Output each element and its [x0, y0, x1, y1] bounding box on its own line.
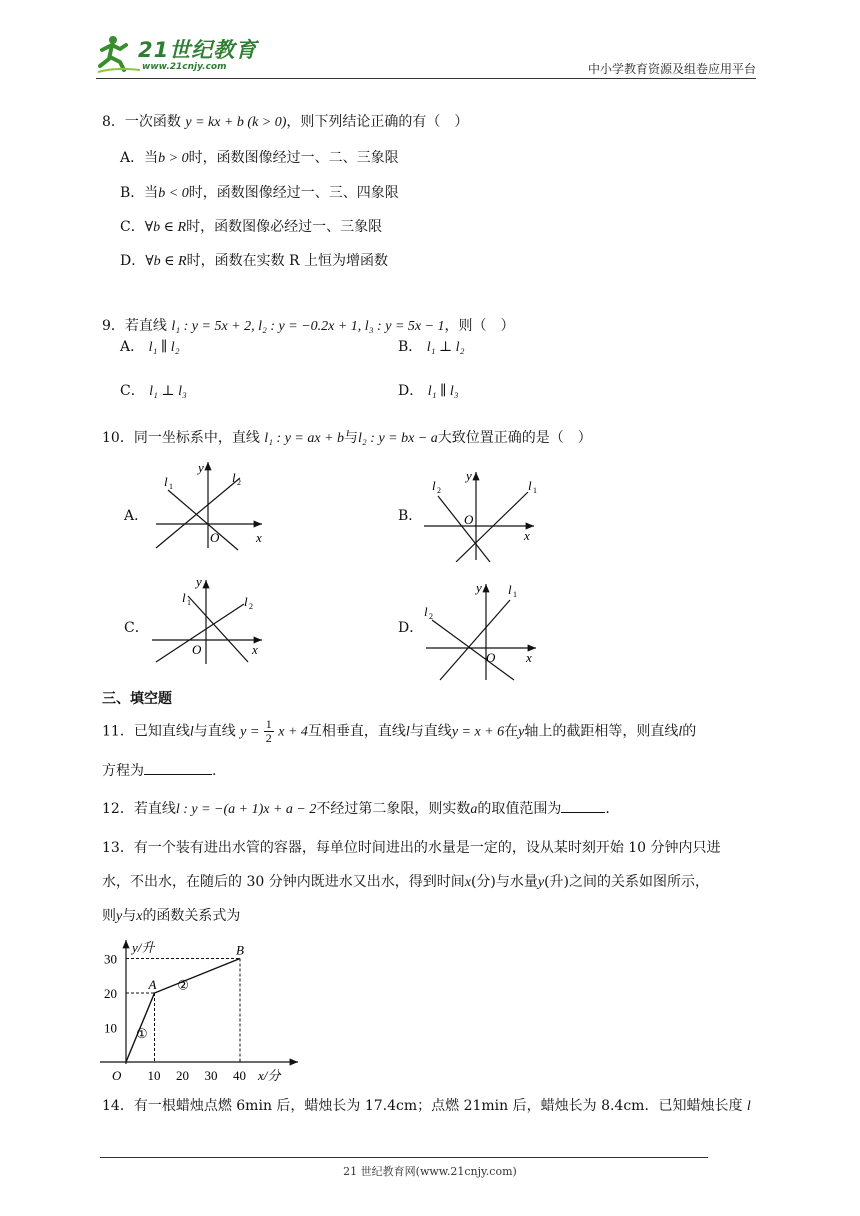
svg-text:1: 1 — [169, 482, 173, 491]
svg-text:l: l — [432, 478, 436, 493]
svg-text:l: l — [508, 582, 512, 597]
logo-text: 21世纪教育 — [138, 38, 258, 62]
svg-text:x: x — [526, 650, 532, 665]
svg-text:l: l — [182, 590, 186, 605]
q11-line2: 方程为 . — [102, 760, 216, 781]
footer-text: 21 世纪教育网(www.21cnjy.com) — [343, 1165, 517, 1178]
y-axis-label: y — [198, 460, 204, 475]
svg-text:y: y — [466, 470, 472, 483]
q10-graph-d — [420, 578, 540, 682]
q10-option-a[interactable]: A． — [124, 508, 149, 524]
q12-answer-blank[interactable] — [561, 798, 605, 813]
q8-stem: 8．一次函数 y = kx + b (k > 0)，则下列结论正确的有（ ） — [102, 114, 469, 130]
x-tick-label: 20 — [176, 1068, 189, 1082]
footer-divider — [100, 1157, 708, 1158]
q8-option-b[interactable]: B．当b < 0时，函数图像经过一、三、四象限 — [120, 185, 399, 201]
q8-option-a[interactable]: A．当b > 0时，函数图像经过一、二、三象限 — [120, 150, 399, 166]
x-tick-label: 30 — [204, 1068, 218, 1082]
svg-text:x: x — [252, 642, 258, 657]
q10-stem: 10．同一坐标系中，直线 l₁ : y = ax + b与l₂ : y = bx − a大致位置正确的是（ ） — [102, 430, 592, 446]
origin-label: O — [112, 1068, 122, 1082]
x-axis-label: x — [256, 530, 262, 545]
svg-text:O: O — [192, 642, 202, 657]
svg-text:1: 1 — [187, 598, 191, 607]
svg-text:2: 2 — [437, 486, 441, 495]
point-b-label: B — [236, 942, 244, 958]
q13-line3: 则y与x的函数关系式为 — [102, 908, 241, 924]
svg-text:l: l — [424, 604, 428, 619]
svg-text:O: O — [486, 650, 496, 665]
header-right-text: 中小学教育资源及组卷应用平台 — [587, 62, 756, 76]
svg-text:l: l — [164, 474, 168, 489]
svg-text:1: 1 — [533, 486, 537, 495]
q13-line1: 13．有一个装有进出水管的容器，每单位时间进出的水量是一定的，设从某时刻开始 10 分钟内只进 — [102, 840, 721, 856]
fraction: $\frac{1}{2}$ — [265, 717, 272, 745]
svg-text:l: l — [244, 594, 248, 609]
y-tick-label: 30 — [104, 951, 117, 967]
x-tick-label: 10 — [147, 1068, 161, 1082]
svg-text:x: x — [524, 528, 530, 543]
svg-text:2: 2 — [249, 602, 253, 611]
series-line — [126, 959, 240, 1063]
q9-option-b[interactable]: B． l₁ ⊥ l₂ — [398, 339, 465, 355]
segment-label-2: ② — [177, 977, 189, 993]
x-tick-label: 40 — [233, 1068, 246, 1082]
q9-option-a[interactable]: A． l₁ ∥ l₂ — [120, 339, 180, 355]
header-divider — [96, 78, 756, 79]
q8-option-c[interactable]: C．∀b ∈ R时，函数图像必经过一、三象限 — [120, 219, 383, 235]
svg-text:O: O — [464, 512, 474, 527]
header-logo — [96, 32, 266, 76]
logo-url: www.21cnjy.com — [142, 62, 227, 72]
q10-option-b[interactable]: B． — [398, 508, 423, 524]
svg-text:1: 1 — [513, 590, 517, 599]
q10-option-d[interactable]: D． — [398, 620, 424, 636]
q9-stem: 9．若直线 l₁ : y = 5x + 2, l₂ : y = −0.2x + 1, l₃ : y = 5x − 1，则（ ） — [102, 318, 515, 334]
q14-stem: 14．有一根蜡烛点燃 6min 后，蜡烛长为 17.4cm；点燃 21min 后，蜡烛长为 8.4cm．已知蜡烛长度 l — [102, 1098, 751, 1114]
q11-answer-blank[interactable] — [144, 760, 212, 775]
svg-text:2: 2 — [237, 478, 241, 487]
x-axis-title: x/分 — [258, 1068, 281, 1082]
q8-option-d[interactable]: D．∀b ∈ R时，函数在实数 R 上恒为增函数 — [120, 253, 389, 269]
segment-label-1: ① — [135, 1025, 148, 1041]
point-a-label: A — [148, 977, 157, 992]
q12-stem: 12．若直线l : y = −(a + 1)x + a − 2不经过第二象限，则实数a的取值范围为 . — [102, 798, 610, 820]
q13-chart — [96, 936, 306, 1082]
q10-graph-b — [420, 470, 540, 562]
q9-option-c[interactable]: C． l₁ ⊥ l₃ — [120, 383, 187, 399]
svg-text:y: y — [196, 574, 202, 589]
q9-option-d[interactable]: D． l₁ ∥ l₃ — [398, 383, 459, 399]
svg-text:l: l — [232, 470, 236, 485]
q13-line2: 水，不出水，在随后的 30 分钟内既进水又出水，得到时间x(分)与水量y(升)之间的关系如图所示， — [102, 874, 710, 890]
svg-text:y: y — [476, 580, 482, 595]
q10-graph-c — [148, 574, 268, 666]
q10-option-c[interactable]: C． — [124, 620, 149, 636]
q11-line1: 11．已知直线l与直线 y = $\frac{1}{2}$ x + 4互相垂直，直线l与直线y = x + 6在y轴上的截距相等，则直线l的 — [102, 717, 697, 745]
y-axis-title: y/升 — [132, 940, 155, 955]
origin-label: O — [210, 530, 220, 545]
q10-graph-a — [148, 458, 268, 552]
svg-text:l: l — [528, 478, 532, 493]
y-tick-label: 10 — [104, 1020, 117, 1036]
section-title: 三、填空题 — [102, 691, 172, 707]
svg-text:2: 2 — [429, 612, 433, 621]
y-tick-label: 20 — [104, 986, 117, 1001]
